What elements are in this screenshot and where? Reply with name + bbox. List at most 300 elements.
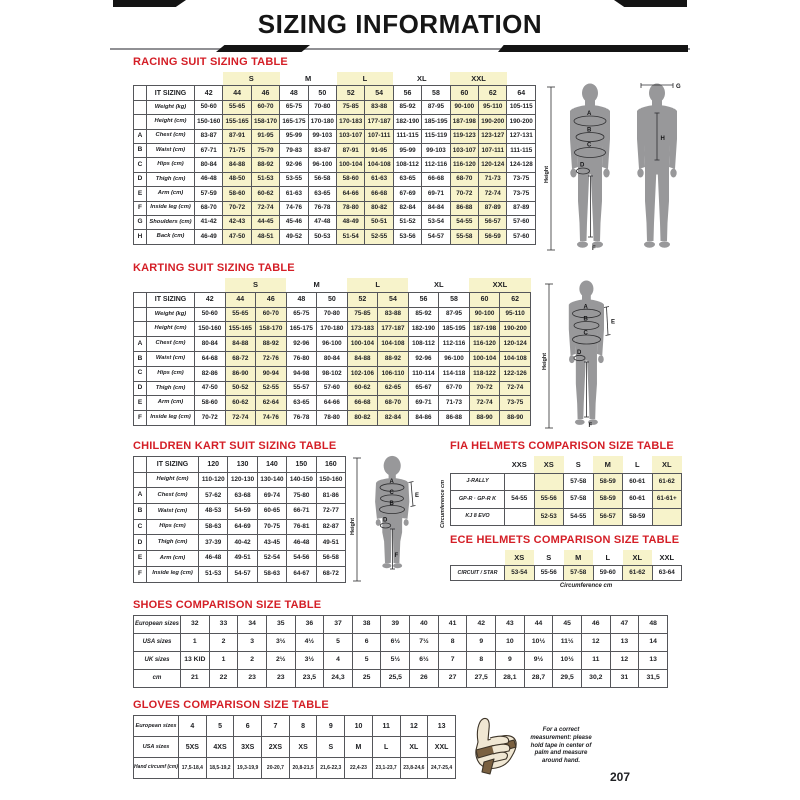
- table-cell: 84-84: [422, 201, 450, 215]
- row-letter: [134, 307, 147, 322]
- column-header: 64: [507, 86, 536, 100]
- table-cell: 57-58: [564, 473, 594, 491]
- top-left-trim-bar: [113, 0, 186, 7]
- table-cell: 65-75: [280, 100, 308, 114]
- table-cell: 58-63: [257, 566, 286, 582]
- table-cell: 60-61: [623, 473, 653, 491]
- size-group-header: M: [305, 73, 312, 83]
- table-cell: 90-94: [256, 366, 287, 381]
- table-cell: 88-92: [256, 337, 287, 352]
- ece-helmets-comparison-table: [450, 550, 682, 581]
- row-header-label: IT SIZING: [147, 457, 199, 473]
- table-cell: 49-52: [280, 230, 308, 244]
- table-cell: 54-55: [564, 508, 594, 526]
- table-cell: 58-59: [593, 491, 623, 509]
- table-cell: [134, 72, 223, 86]
- racing-suit-section-title: RACING SUIT SIZING TABLE: [133, 56, 288, 68]
- table-cell: 80-84: [195, 158, 223, 172]
- table-cell: 68-72: [316, 566, 345, 582]
- column-header: 42: [195, 86, 223, 100]
- table-cell: 6: [352, 634, 381, 652]
- table-cell: 10½: [524, 634, 553, 652]
- table-cell: 103-107: [337, 129, 365, 143]
- table-cell: 13: [610, 634, 639, 652]
- shoes-comparison-table: [133, 615, 668, 688]
- table-cell: 76-78: [308, 201, 336, 215]
- row-letter: H: [134, 230, 147, 244]
- table-cell: 96-100: [308, 158, 336, 172]
- table-cell: 105-115: [507, 100, 536, 114]
- thigh-letter: D: [580, 162, 585, 169]
- table-cell: [534, 473, 564, 491]
- table-cell: 70-80: [317, 307, 348, 322]
- table-cell: 63-68: [228, 488, 257, 504]
- table-cell: 127-131: [507, 129, 536, 143]
- table-cell: XXL: [428, 737, 456, 758]
- row-header-label: IT SIZING: [147, 292, 195, 307]
- table-cell: 69-74: [257, 488, 286, 504]
- table-cell: 170-180: [317, 322, 348, 337]
- table-cell: 1: [209, 652, 238, 670]
- column-header: 54: [378, 292, 409, 307]
- page-number: 207: [610, 770, 631, 784]
- racing-suit-section: [133, 56, 536, 245]
- table-cell: 124-128: [507, 158, 536, 172]
- row-letter: E: [134, 551, 147, 567]
- column-header: S: [575, 459, 581, 469]
- table-cell: 55-58: [450, 230, 478, 244]
- row-label: Thigh (cm): [147, 535, 199, 551]
- row-label: Chest (cm): [147, 129, 195, 143]
- table-cell: 60-70: [251, 100, 279, 114]
- row-label: CIRCUIT / STAR: [451, 565, 505, 581]
- table-cell: 23,8-24,6: [400, 758, 428, 779]
- table-cell: 51-53: [251, 172, 279, 186]
- column-header: 160: [316, 457, 345, 473]
- table-cell: 56-57: [593, 508, 623, 526]
- row-label: European sizes: [134, 716, 179, 737]
- table-cell: 61-62: [652, 473, 682, 491]
- ece-helmets-section-title: ECE HELMETS COMPARISON SIZE TABLE: [450, 534, 680, 546]
- table-cell: 58-60: [223, 187, 251, 201]
- table-cell: 120-124: [500, 337, 531, 352]
- table-cell: 33: [209, 616, 238, 634]
- karting-suit-sizing-table: [133, 278, 531, 426]
- table-cell: 76-81: [287, 519, 316, 535]
- shoes-section: [133, 599, 668, 688]
- table-cell: 40-42: [228, 535, 257, 551]
- table-cell: 63-64: [652, 565, 682, 581]
- column-header: XS: [534, 456, 564, 473]
- row-letter: A: [134, 337, 147, 352]
- table-cell: 182-190: [408, 322, 439, 337]
- column-header: 44: [223, 86, 251, 100]
- table-cell: 116-120: [469, 337, 500, 352]
- row-label: Back (cm): [147, 230, 195, 244]
- table-cell: 83-88: [365, 100, 393, 114]
- title-divider-accent-left: [216, 45, 310, 52]
- table-cell: 10: [345, 716, 373, 737]
- row-label: UK sizes: [134, 652, 181, 670]
- table-cell: 112-116: [439, 337, 470, 352]
- table-cell: 92-96: [280, 158, 308, 172]
- table-cell: 57-62: [199, 488, 228, 504]
- table-cell: 72-77: [316, 504, 345, 520]
- karting-suit-section-title: KARTING SUIT SIZING TABLE: [133, 262, 295, 274]
- table-cell: 51-54: [337, 230, 365, 244]
- children-kart-suit-section: [133, 440, 346, 583]
- table-cell: 88-92: [251, 158, 279, 172]
- table-cell: 13: [428, 716, 456, 737]
- table-cell: 103-107: [450, 143, 478, 157]
- table-cell: 52-55: [365, 230, 393, 244]
- table-cell: 54-55: [450, 215, 478, 229]
- column-header: 60: [450, 86, 478, 100]
- table-cell: 73-75: [507, 172, 536, 186]
- table-cell: 60-62: [225, 396, 256, 411]
- table-cell: 104-108: [378, 337, 409, 352]
- table-cell: 86-90: [225, 366, 256, 381]
- inside-leg-letter: F: [588, 423, 593, 429]
- table-cell: 69-71: [422, 187, 450, 201]
- shoes-section-title: SHOES COMPARISON SIZE TABLE: [133, 599, 322, 611]
- row-letter: A: [134, 129, 147, 143]
- table-cell: 106-110: [378, 366, 409, 381]
- table-cell: 98-102: [317, 366, 348, 381]
- table-cell: 3½: [266, 634, 295, 652]
- table-cell: 26: [410, 670, 439, 688]
- table-cell: 110-114: [408, 366, 439, 381]
- table-cell: 57-60: [507, 230, 536, 244]
- row-header-label: [451, 550, 505, 565]
- table-cell: 50-53: [308, 230, 336, 244]
- children-kart-suit-section-title: CHILDREN KART SUIT SIZING TABLE: [133, 440, 337, 452]
- table-cell: 53-54: [505, 565, 535, 581]
- table-cell: 4XS: [206, 737, 234, 758]
- table-cell: 8: [467, 652, 496, 670]
- table-cell: 96-100: [317, 337, 348, 352]
- table-cell: 70-75: [257, 519, 286, 535]
- table-cell: 60-62: [347, 381, 378, 396]
- table-cell: 78-80: [317, 411, 348, 426]
- row-header-label: [451, 456, 505, 473]
- arm-letter: E: [611, 319, 616, 326]
- table-cell: 35: [266, 616, 295, 634]
- table-cell: 67-70: [439, 381, 470, 396]
- row-label: Height (cm): [147, 115, 195, 129]
- table-cell: 2XS: [262, 737, 290, 758]
- table-cell: 11½: [553, 634, 582, 652]
- table-cell: 114-118: [439, 366, 470, 381]
- table-cell: 104-108: [500, 351, 531, 366]
- table-cell: 80-82: [365, 201, 393, 215]
- table-cell: 185-195: [422, 115, 450, 129]
- table-cell: 39: [381, 616, 410, 634]
- column-header: 130: [228, 457, 257, 473]
- table-cell: [652, 508, 682, 526]
- height-label: Height: [542, 352, 548, 370]
- table-cell: 12: [400, 716, 428, 737]
- row-letter: [134, 472, 147, 488]
- waist-letter: B: [583, 316, 588, 323]
- table-cell: S: [317, 737, 345, 758]
- table-cell: 23,1-23,7: [372, 758, 400, 779]
- table-cell: 85-92: [408, 307, 439, 322]
- table-cell: [505, 473, 535, 491]
- table-cell: 112-116: [422, 158, 450, 172]
- table-cell: 100-104: [347, 337, 378, 352]
- table-cell: 84-86: [408, 411, 439, 426]
- table-cell: 190-200: [507, 115, 536, 129]
- table-cell: 3½: [295, 652, 324, 670]
- table-cell: 46-49: [195, 230, 223, 244]
- table-cell: 8: [289, 716, 317, 737]
- table-cell: 108-112: [408, 337, 439, 352]
- table-cell: 2½: [266, 652, 295, 670]
- row-letter: F: [134, 411, 147, 426]
- table-cell: 23: [238, 670, 267, 688]
- table-cell: 65-67: [408, 381, 439, 396]
- size-group-header: XXL: [469, 278, 530, 292]
- column-header: XL: [652, 456, 682, 473]
- table-cell: 72-74: [469, 396, 500, 411]
- table-cell: 47-50: [195, 381, 226, 396]
- table-cell: 19,3-19,9: [234, 758, 262, 779]
- table-cell: 48: [639, 616, 668, 634]
- table-cell: 62-64: [256, 396, 287, 411]
- gloves-section-title: GLOVES COMPARISON SIZE TABLE: [133, 699, 329, 711]
- table-cell: 71-73: [439, 396, 470, 411]
- table-cell: 56-59: [479, 230, 507, 244]
- table-cell: 155-165: [223, 115, 251, 129]
- table-cell: 79-83: [280, 143, 308, 157]
- table-cell: 64-68: [195, 351, 226, 366]
- row-label: cm: [134, 670, 181, 688]
- table-cell: 36: [295, 616, 324, 634]
- table-cell: 6: [234, 716, 262, 737]
- table-cell: 110-120: [199, 472, 228, 488]
- row-label: Weight (kg): [147, 307, 195, 322]
- table-cell: 61-62: [623, 565, 653, 581]
- row-letter: C: [134, 158, 147, 172]
- row-label: Hips (cm): [147, 158, 195, 172]
- table-cell: 95-110: [500, 307, 531, 322]
- table-cell: 90-100: [450, 100, 478, 114]
- fia-helmets-section: [440, 440, 682, 528]
- row-label: Chest (cm): [147, 337, 195, 352]
- table-cell: 45: [553, 616, 582, 634]
- table-cell: 65-75: [286, 307, 317, 322]
- table-cell: 40: [410, 616, 439, 634]
- table-cell: 2: [238, 652, 267, 670]
- size-group-header: XL: [433, 280, 444, 290]
- table-cell: 51-53: [199, 566, 228, 582]
- table-cell: 87-95: [439, 307, 470, 322]
- table-cell: 56-58: [316, 551, 345, 567]
- table-cell: 72-74: [225, 411, 256, 426]
- row-letter: F: [134, 566, 147, 582]
- table-cell: 54-59: [228, 504, 257, 520]
- table-cell: 122-126: [500, 366, 531, 381]
- table-cell: 87-95: [422, 100, 450, 114]
- table-cell: 61-63: [365, 172, 393, 186]
- row-letter: D: [134, 172, 147, 186]
- column-header: 48: [286, 292, 317, 307]
- table-cell: 66-71: [287, 504, 316, 520]
- table-cell: 73-75: [507, 187, 536, 201]
- table-cell: 80-82: [347, 411, 378, 426]
- column-header: 62: [479, 86, 507, 100]
- fia-helmets-comparison-table: [450, 456, 682, 526]
- table-cell: 18,5-19,2: [206, 758, 234, 779]
- table-cell: 31,5: [639, 670, 668, 688]
- hips-letter: C: [587, 142, 592, 149]
- table-cell: 158-170: [256, 322, 287, 337]
- table-cell: 74-76: [256, 411, 287, 426]
- table-cell: 61-63: [280, 187, 308, 201]
- children-measurement-figure: [349, 453, 441, 586]
- column-header: 48: [280, 86, 308, 100]
- title-divider-accent-right: [498, 45, 688, 52]
- size-group-header: XL: [416, 73, 427, 83]
- table-cell: 9: [496, 652, 525, 670]
- row-label: Hips (cm): [147, 519, 199, 535]
- table-cell: 28,1: [496, 670, 525, 688]
- column-header: 60: [469, 292, 500, 307]
- table-cell: 91-95: [251, 129, 279, 143]
- table-cell: 66-68: [347, 396, 378, 411]
- measurement-note: For a correct measurement: please hold tape in center of palm and measure around hand.: [530, 727, 592, 765]
- row-label: GP-R · GP-R K: [451, 491, 505, 509]
- table-cell: 87-91: [223, 129, 251, 143]
- table-cell: 21: [181, 670, 210, 688]
- row-label: Thigh (cm): [147, 172, 195, 186]
- row-label: Hand circumf (cm): [134, 758, 179, 779]
- table-cell: 60-61: [623, 491, 653, 509]
- table-cell: 87-91: [337, 143, 365, 157]
- table-cell: 95-110: [479, 100, 507, 114]
- row-letter: E: [134, 396, 147, 411]
- table-cell: 37-39: [199, 535, 228, 551]
- table-cell: 84-88: [225, 337, 256, 352]
- table-cell: 22,4-23: [345, 758, 373, 779]
- table-cell: 53-56: [393, 230, 421, 244]
- table-cell: 32: [181, 616, 210, 634]
- karting-suit-section: [133, 262, 531, 426]
- table-cell: 177-187: [378, 322, 409, 337]
- table-cell: 75-79: [251, 143, 279, 157]
- table-cell: 5½: [381, 652, 410, 670]
- table-cell: 88-90: [469, 411, 500, 426]
- table-cell: 58-59: [593, 473, 623, 491]
- table-cell: 91-95: [365, 143, 393, 157]
- table-cell: 46-48: [287, 535, 316, 551]
- row-letter: D: [134, 381, 147, 396]
- table-cell: XL: [400, 737, 428, 758]
- table-cell: 80-84: [195, 337, 226, 352]
- table-cell: [134, 457, 147, 473]
- table-cell: 107-111: [479, 143, 507, 157]
- table-cell: 5XS: [179, 737, 207, 758]
- table-cell: 86-88: [439, 411, 470, 426]
- table-cell: [134, 292, 147, 307]
- page-title: SIZING INFORMATION: [257, 9, 543, 39]
- table-cell: 5: [324, 634, 353, 652]
- row-label: Waist (cm): [147, 351, 195, 366]
- table-cell: 63-65: [286, 396, 317, 411]
- table-cell: 82-84: [393, 201, 421, 215]
- table-cell: 54-57: [422, 230, 450, 244]
- table-cell: 83-87: [195, 129, 223, 143]
- table-cell: 120-130: [228, 472, 257, 488]
- row-label: Arm (cm): [147, 551, 199, 567]
- row-letter: [134, 115, 147, 129]
- table-cell: 58-63: [199, 519, 228, 535]
- racing-suit-measurement-figure: [542, 80, 692, 256]
- table-cell: 11: [581, 652, 610, 670]
- circumference-side-label: Circumference cm: [440, 480, 446, 528]
- table-cell: 74-76: [280, 201, 308, 215]
- row-label: Arm (cm): [147, 396, 195, 411]
- row-label: European sizes: [134, 616, 181, 634]
- table-cell: 7: [262, 716, 290, 737]
- table-cell: 87-89: [507, 201, 536, 215]
- table-cell: 95-99: [393, 143, 421, 157]
- table-cell: 48-50: [223, 172, 251, 186]
- table-cell: 62-65: [378, 381, 409, 396]
- table-cell: 68-70: [450, 172, 478, 186]
- table-cell: 52-53: [534, 508, 564, 526]
- column-header: 42: [195, 292, 226, 307]
- row-label: KJ 8 EVO: [451, 508, 505, 526]
- table-cell: 84-88: [223, 158, 251, 172]
- row-letter: F: [134, 201, 147, 215]
- table-cell: 67-69: [393, 187, 421, 201]
- table-cell: 55-65: [225, 307, 256, 322]
- row-letter: D: [134, 535, 147, 551]
- chest-letter: A: [389, 479, 394, 485]
- table-cell: 13: [639, 652, 668, 670]
- table-cell: 99-103: [422, 143, 450, 157]
- table-cell: 70-80: [308, 100, 336, 114]
- table-cell: 150-160: [195, 115, 223, 129]
- table-cell: 66-68: [422, 172, 450, 186]
- karting-suit-measurement-figure: [540, 278, 665, 434]
- table-cell: 69-71: [408, 396, 439, 411]
- table-cell: 20,8-21,5: [289, 758, 317, 779]
- hips-letter: B: [389, 501, 394, 507]
- row-label: Inside leg (cm): [147, 411, 195, 426]
- table-cell: 5: [352, 652, 381, 670]
- table-cell: 48-49: [337, 215, 365, 229]
- back-body-silhouette: [637, 84, 677, 248]
- table-cell: 58-60: [195, 396, 226, 411]
- row-letter: B: [134, 143, 147, 157]
- table-cell: 78-80: [337, 201, 365, 215]
- table-cell: 28,7: [524, 670, 553, 688]
- table-cell: 68-72: [225, 351, 256, 366]
- table-cell: 75-85: [337, 100, 365, 114]
- table-cell: 185-195: [439, 322, 470, 337]
- table-cell: 52-54: [257, 551, 286, 567]
- table-cell: 64-66: [337, 187, 365, 201]
- table-cell: XS: [289, 737, 317, 758]
- column-header: 140: [257, 457, 286, 473]
- height-label: Height: [544, 165, 550, 183]
- front-body-silhouette: [570, 84, 610, 248]
- table-cell: [505, 508, 535, 526]
- table-cell: 24,7-25,4: [428, 758, 456, 779]
